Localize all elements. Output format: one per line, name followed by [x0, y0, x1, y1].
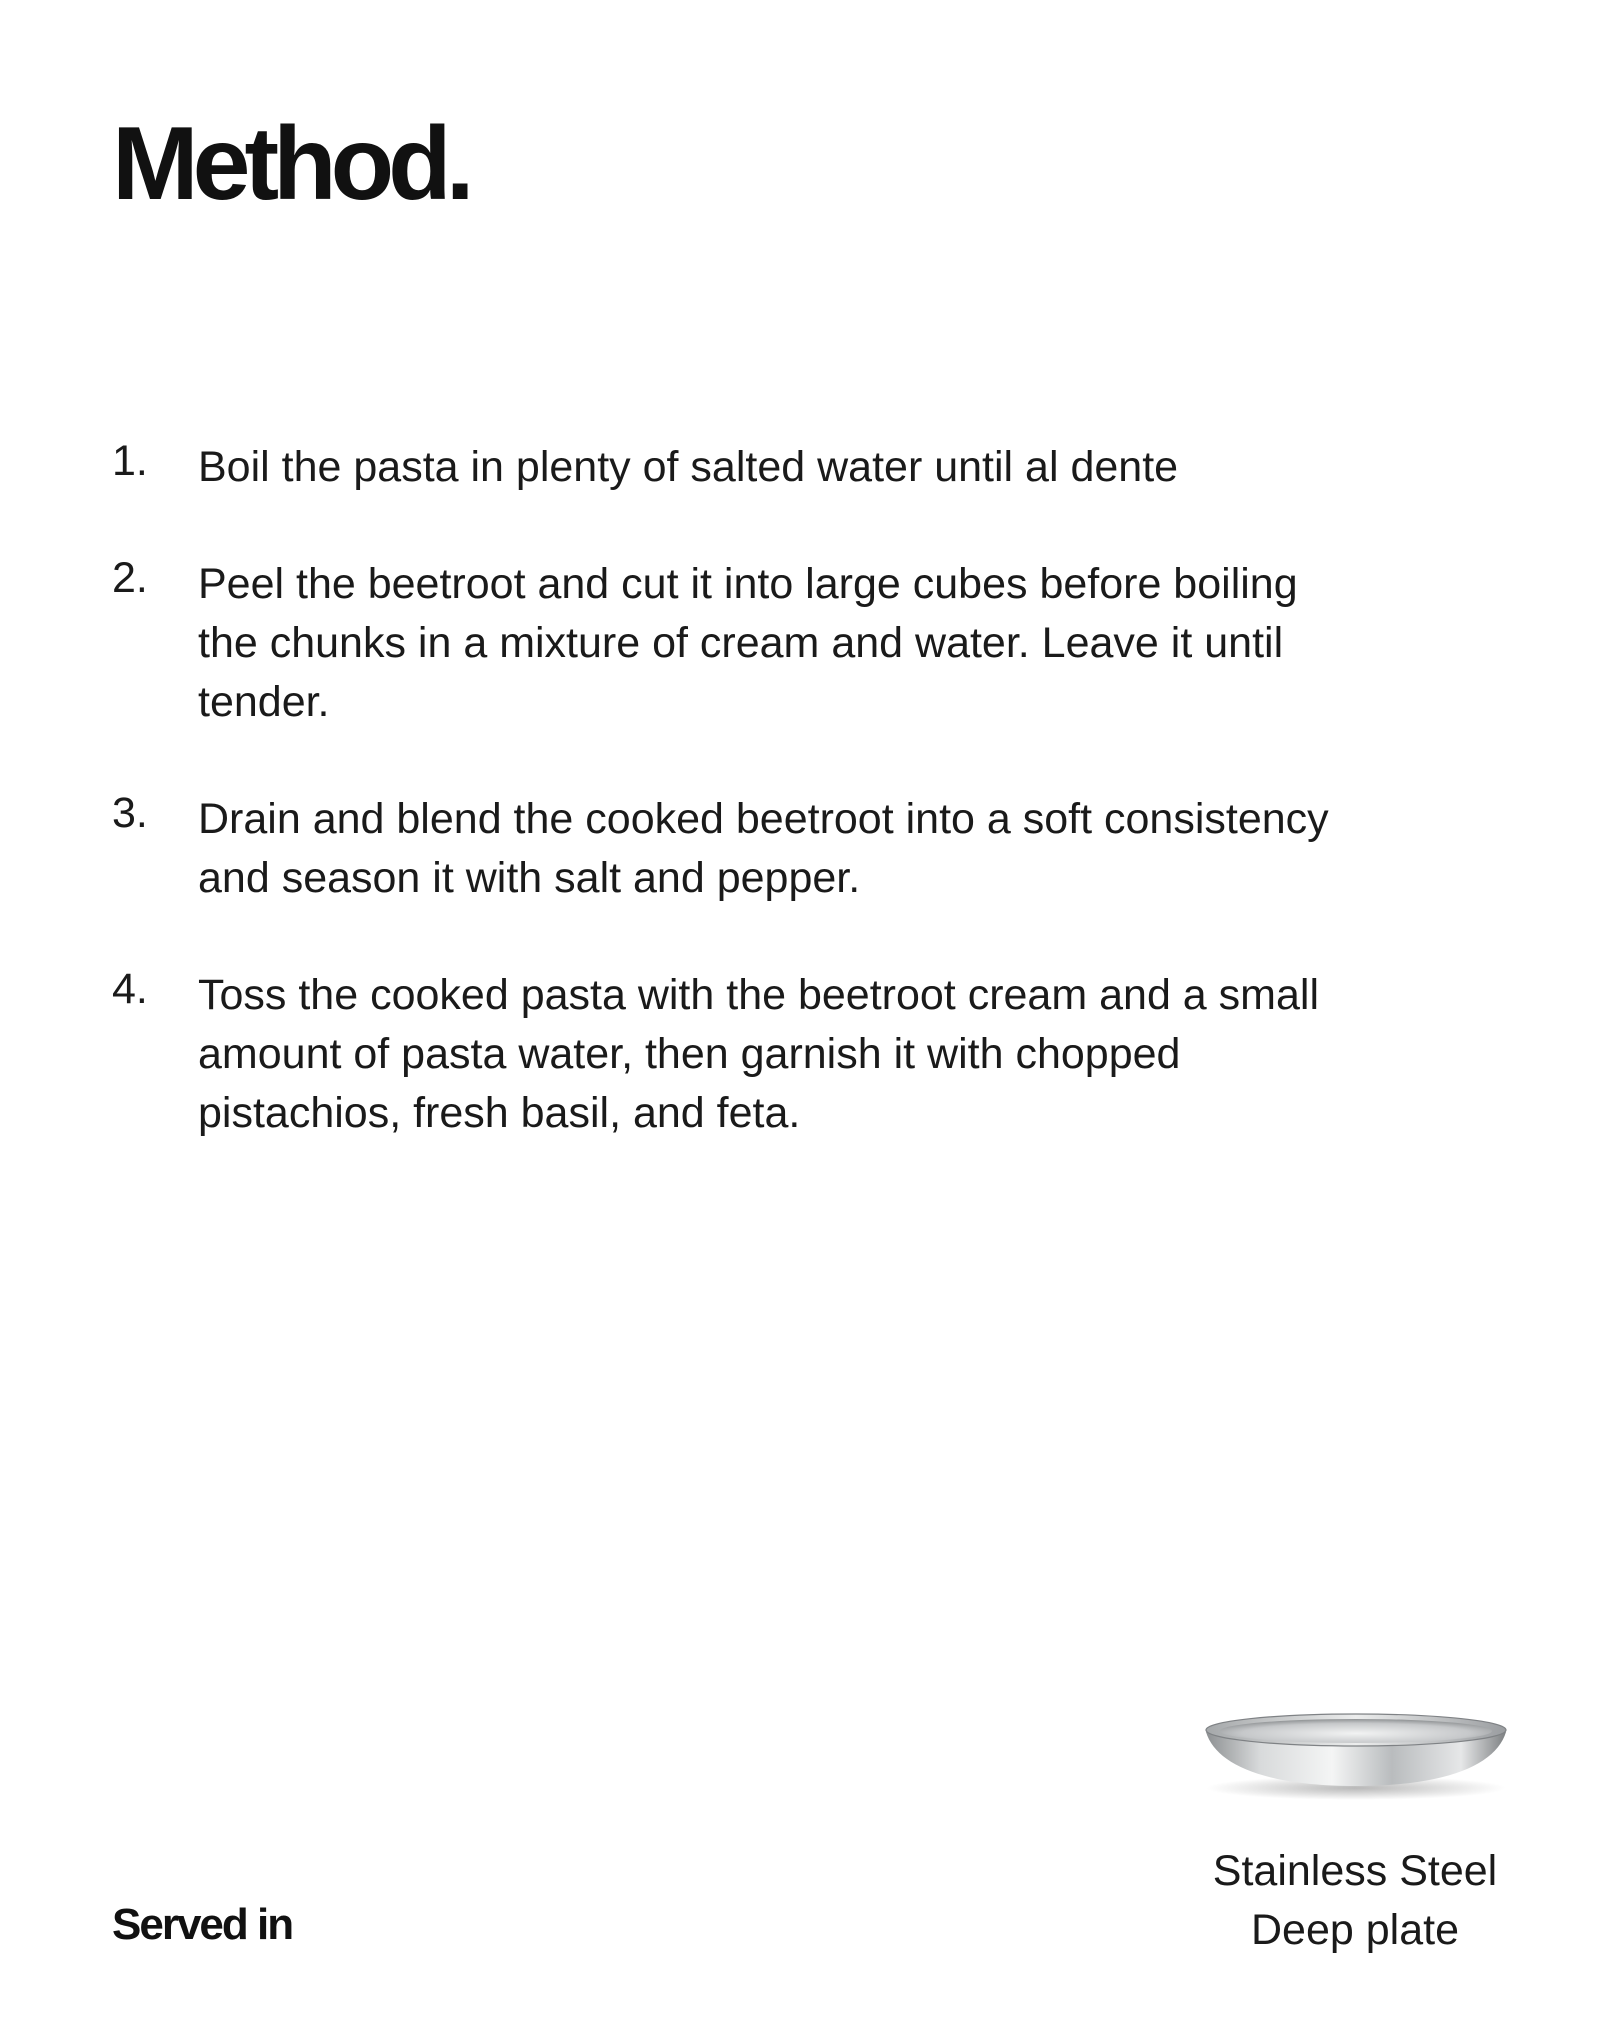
- method-step-1: [112, 438, 1352, 497]
- step-text: Peel the beetroot and cut it into large cubes before boiling the chunks in a mixture of cream and water. Leave it until tender.: [198, 560, 1298, 726]
- step-number: 4.: [112, 965, 148, 1013]
- step-number: 1.: [112, 437, 148, 485]
- page-title: Method.: [112, 106, 469, 222]
- deep-plate-icon: [1186, 1690, 1526, 1810]
- step-text: Toss the cooked pasta with the beetroot cream and a small amount of pasta water, then garnish it with chopped pistachios, fresh basil, and feta.: [198, 971, 1320, 1137]
- served-in-label: Served in: [112, 1900, 293, 1949]
- step-number: 3.: [112, 789, 148, 837]
- step-number: 2.: [112, 554, 148, 602]
- deep-plate-image: [1186, 1690, 1526, 1810]
- step-text: Boil the pasta in plenty of salted water until al dente: [198, 443, 1179, 491]
- product-caption: [1160, 1842, 1550, 1960]
- product-type: Deep plate: [1251, 1906, 1459, 1954]
- method-steps-list: [112, 438, 1352, 1201]
- step-text: Drain and blend the cooked beetroot into a soft consistency and season it with salt and pepper.: [198, 795, 1329, 902]
- method-step-2: [112, 555, 1352, 732]
- method-step-4: [112, 966, 1352, 1143]
- product-material: Stainless Steel: [1212, 1847, 1498, 1895]
- method-step-3: [112, 790, 1352, 908]
